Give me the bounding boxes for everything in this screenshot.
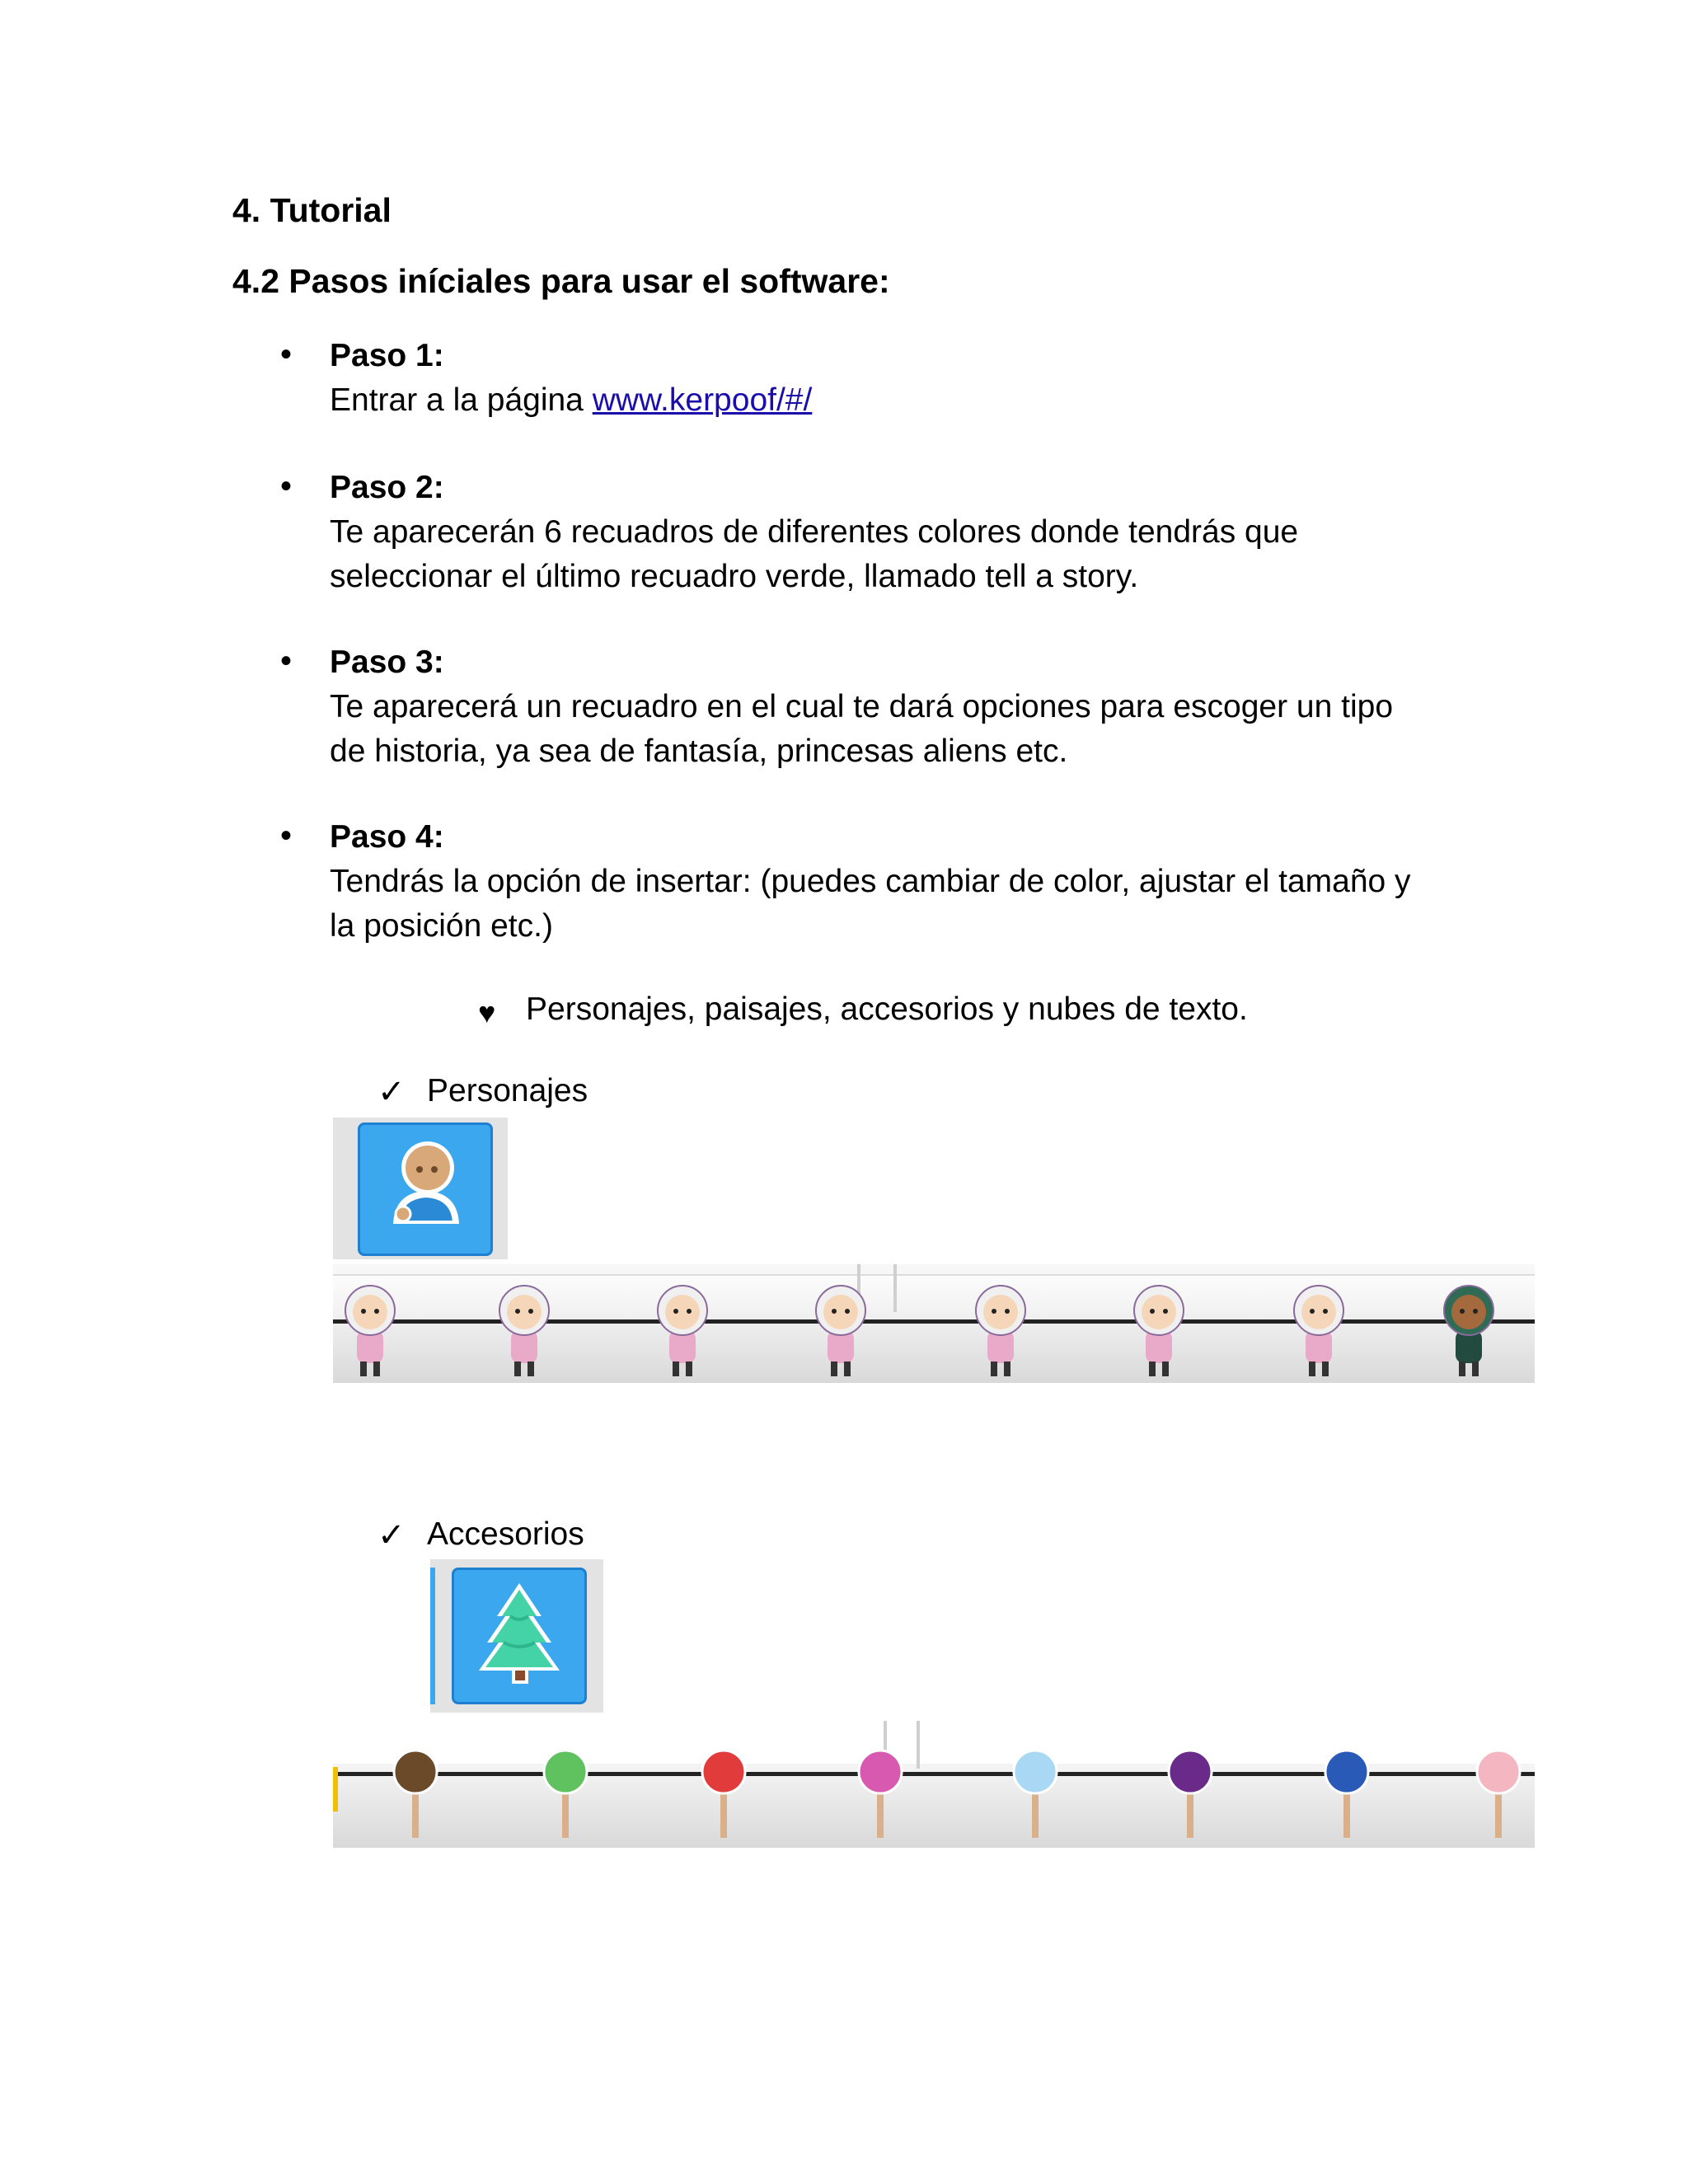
step-1-prefix: Entrar a la página xyxy=(330,382,593,418)
character-boy-icon[interactable] xyxy=(1444,1286,1493,1376)
bullet-dot: • xyxy=(280,643,293,679)
ice-cream-icon[interactable] xyxy=(1477,1750,1520,1838)
step-4 xyxy=(330,815,1467,949)
snowflake-key-icon[interactable] xyxy=(1325,1750,1368,1838)
character-girl-icon[interactable] xyxy=(1294,1286,1343,1376)
character-items xyxy=(333,1264,1535,1383)
step-1 xyxy=(330,334,1467,423)
lollipop-pink-icon[interactable] xyxy=(859,1750,902,1838)
step-4-line-1: Tendrás la opción de insertar: (puedes cambiar de color, ajustar el tamaño y xyxy=(330,864,1411,899)
accessory-items xyxy=(333,1721,1535,1848)
character-girl-icon[interactable] xyxy=(658,1286,707,1376)
personajes-tile-frame xyxy=(333,1118,508,1259)
insert-options-text: Personajes, paisajes, accesorios y nubes de texto. xyxy=(526,991,1248,1027)
tile-edge xyxy=(430,1568,435,1704)
step-3-title: Paso 3: xyxy=(330,644,444,680)
pinecone-icon[interactable] xyxy=(394,1750,437,1838)
character-girl-icon[interactable] xyxy=(816,1286,865,1376)
accesorios-strip xyxy=(333,1721,1535,1848)
step-3 xyxy=(330,640,1467,774)
accesorios-tile[interactable] xyxy=(452,1568,587,1704)
person-icon xyxy=(360,1125,490,1254)
checkmark-icon: ✓ xyxy=(377,1074,406,1110)
bunny-key-icon[interactable] xyxy=(1014,1750,1057,1838)
step-3-line-2: de historia, ya sea de fantasía, princesas aliens etc. xyxy=(330,733,1068,769)
kerpoof-link[interactable]: www.kerpoof/#/ xyxy=(592,382,813,418)
character-girl-icon[interactable] xyxy=(345,1286,395,1376)
step-1-text xyxy=(330,378,1467,423)
bullet-dot: • xyxy=(280,818,293,854)
category-label-personajes: Personajes xyxy=(427,1073,588,1108)
bullet-dot: • xyxy=(280,336,293,373)
step-3-line-1: Te aparecerá un recuadro en el cual te dará opciones para escoger un tipo xyxy=(330,689,1394,724)
section-heading: 4. Tutorial xyxy=(232,191,392,229)
accesorios-tile-frame xyxy=(430,1559,603,1713)
ketchup-bottle-icon[interactable] xyxy=(544,1750,587,1838)
lollipop-red-icon[interactable] xyxy=(702,1750,745,1838)
character-girl-icon[interactable] xyxy=(976,1286,1025,1376)
penguin-key-icon[interactable] xyxy=(1169,1750,1212,1838)
step-2-title: Paso 2: xyxy=(330,470,444,505)
character-girl-icon[interactable] xyxy=(499,1286,549,1376)
step-2-line-2: seleccionar el último recuadro verde, llamado tell a story. xyxy=(330,559,1139,594)
personajes-strip xyxy=(333,1264,1535,1383)
step-4-line-2: la posición etc.) xyxy=(330,908,553,944)
step-2-line-1: Te aparecerán 6 recuadros de diferentes colores donde tendrás que xyxy=(330,514,1299,550)
step-4-title: Paso 4: xyxy=(330,819,444,855)
subsection-heading: 4.2 Pasos iníciales para usar el software: xyxy=(232,262,890,300)
checkmark-icon: ✓ xyxy=(377,1517,406,1554)
step-1-title: Paso 1: xyxy=(330,338,444,373)
step-2 xyxy=(330,466,1467,599)
category-label-accesorios: Accesorios xyxy=(427,1516,584,1552)
personajes-tile[interactable] xyxy=(358,1122,493,1256)
character-girl-icon[interactable] xyxy=(1134,1286,1184,1376)
heart-icon: ♥ xyxy=(478,996,496,1029)
bullet-dot: • xyxy=(280,468,293,504)
tree-icon xyxy=(454,1570,584,1702)
